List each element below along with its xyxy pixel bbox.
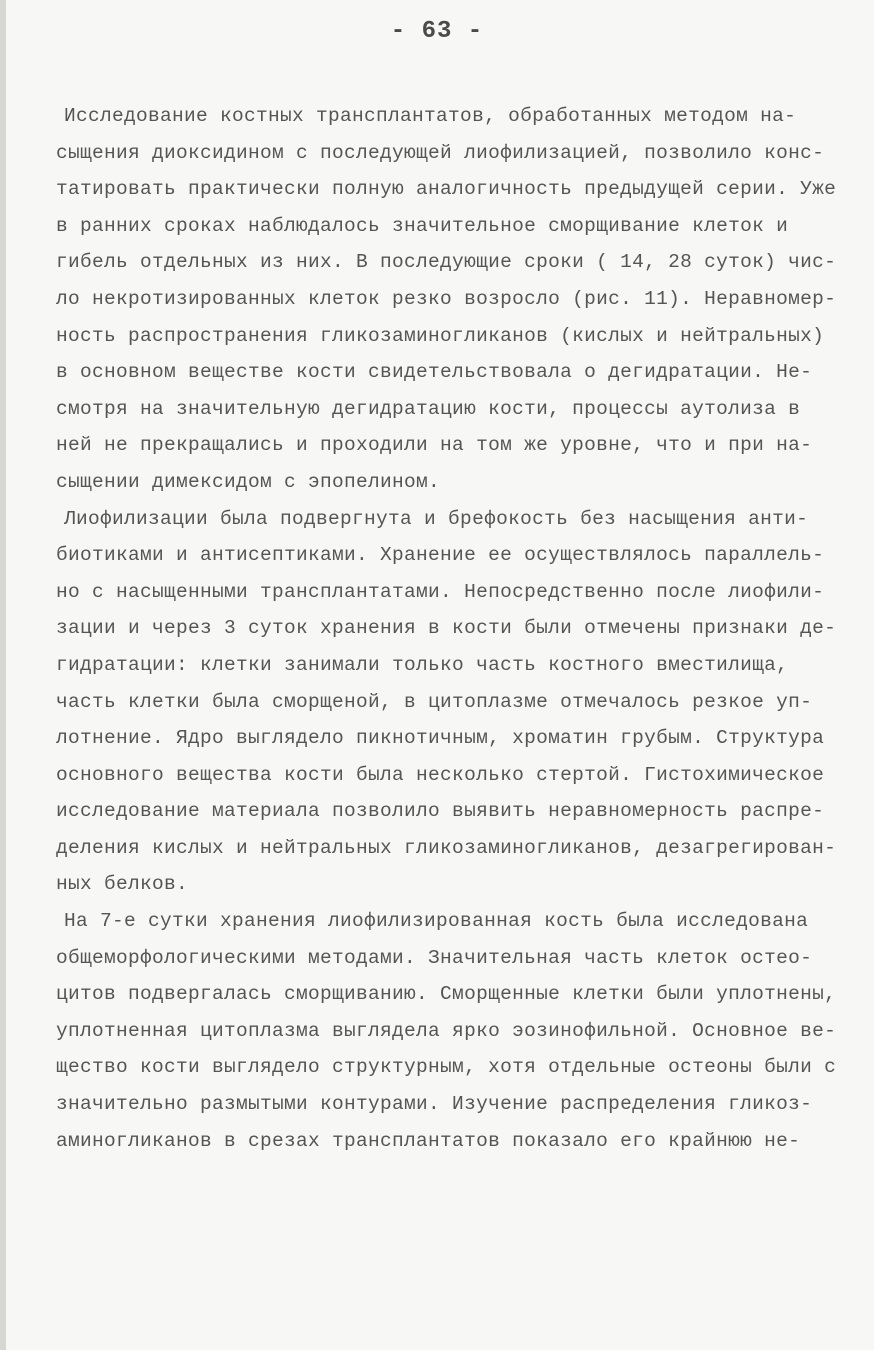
text-line: основного вещества кости была несколько стертой. Гистохимическое xyxy=(56,763,825,786)
text-line: Лиофилизации была подвергнута и брефокость без насыщения анти- xyxy=(64,507,809,530)
text-line: ней не прекращались и проходили на том же уровне, что и при на- xyxy=(56,434,813,457)
text-line: значительно размытыми контурами. Изучение распределения гликоз- xyxy=(56,1093,813,1116)
paragraph-1 xyxy=(56,98,846,501)
text-line: Исследование костных трансплантатов, обработанных методом на- xyxy=(64,105,797,127)
page-left-edge xyxy=(0,0,6,1350)
text-line: биотиками и антисептиками. Хранение ее осуществлялось параллель- xyxy=(56,544,825,567)
text-line: цитов подвергалась сморщиванию. Сморщенные клетки были уплотнены, xyxy=(56,983,837,1006)
text-line: общеморфологическими методами. Значительная часть клеток остео- xyxy=(56,946,813,969)
paragraph-3 xyxy=(56,903,846,1159)
text-line: зации и через 3 суток хранения в кости были отмечены признаки де- xyxy=(56,617,837,640)
text-line: На 7-е сутки хранения лиофилизированная кость была исследована xyxy=(64,910,809,933)
text-line: но с насыщенными трансплантатами. Непосредственно после лиофили- xyxy=(56,580,825,603)
text-line: ность распространения гликозаминогликанов (кислых и нейтральных) xyxy=(56,324,825,347)
text-line: часть клетки была сморщеной, в цитоплазме отмечалось резкое уп- xyxy=(56,690,813,713)
text-line: лотнение. Ядро выглядело пикнотичным, хроматин грубым. Структура xyxy=(56,727,825,750)
text-line: гибель отдельных из них. В последующие сроки ( 14, 28 суток) чис- xyxy=(56,251,837,274)
paragraph-2 xyxy=(56,501,846,904)
text-line: аминогликанов в срезах трансплантатов показало его крайнюю не- xyxy=(56,1129,801,1152)
text-line: в основном веществе кости свидетельствовала о дегидратации. Не- xyxy=(56,361,813,384)
text-line: сыщении димексидом с эпопелином. xyxy=(56,470,441,493)
text-line: уплотненная цитоплазма выглядела ярко эозинофильной. Основное ве- xyxy=(56,1019,837,1042)
text-line: сыщения диоксидином с последующей лиофилизацией, позволило конс- xyxy=(56,141,825,164)
text-line: татировать практически полную аналогичность предыдущей серии. Уже xyxy=(56,178,837,201)
text-line: гидратации: клетки занимали только часть костного вместилища, xyxy=(56,653,789,676)
text-line: деления кислых и нейтральных гликозаминогликанов, дезагрегирован- xyxy=(56,836,837,859)
text-line: смотря на значительную дегидратацию кости, процессы аутолиза в xyxy=(56,397,801,420)
page-number: - 63 - xyxy=(390,18,484,45)
document-body xyxy=(56,98,846,1159)
text-line: ных белков. xyxy=(56,873,189,896)
text-line: исследование материала позволило выявить неравномерность распре- xyxy=(56,800,825,823)
text-line: ло некротизированных клеток резко возросло (рис. 11). Неравномер- xyxy=(56,287,837,310)
text-line: щество кости выглядело структурным, хотя отдельные остеоны были с xyxy=(56,1056,837,1079)
text-line: в ранних сроках наблюдалось значительное сморщивание клеток и xyxy=(56,214,789,237)
